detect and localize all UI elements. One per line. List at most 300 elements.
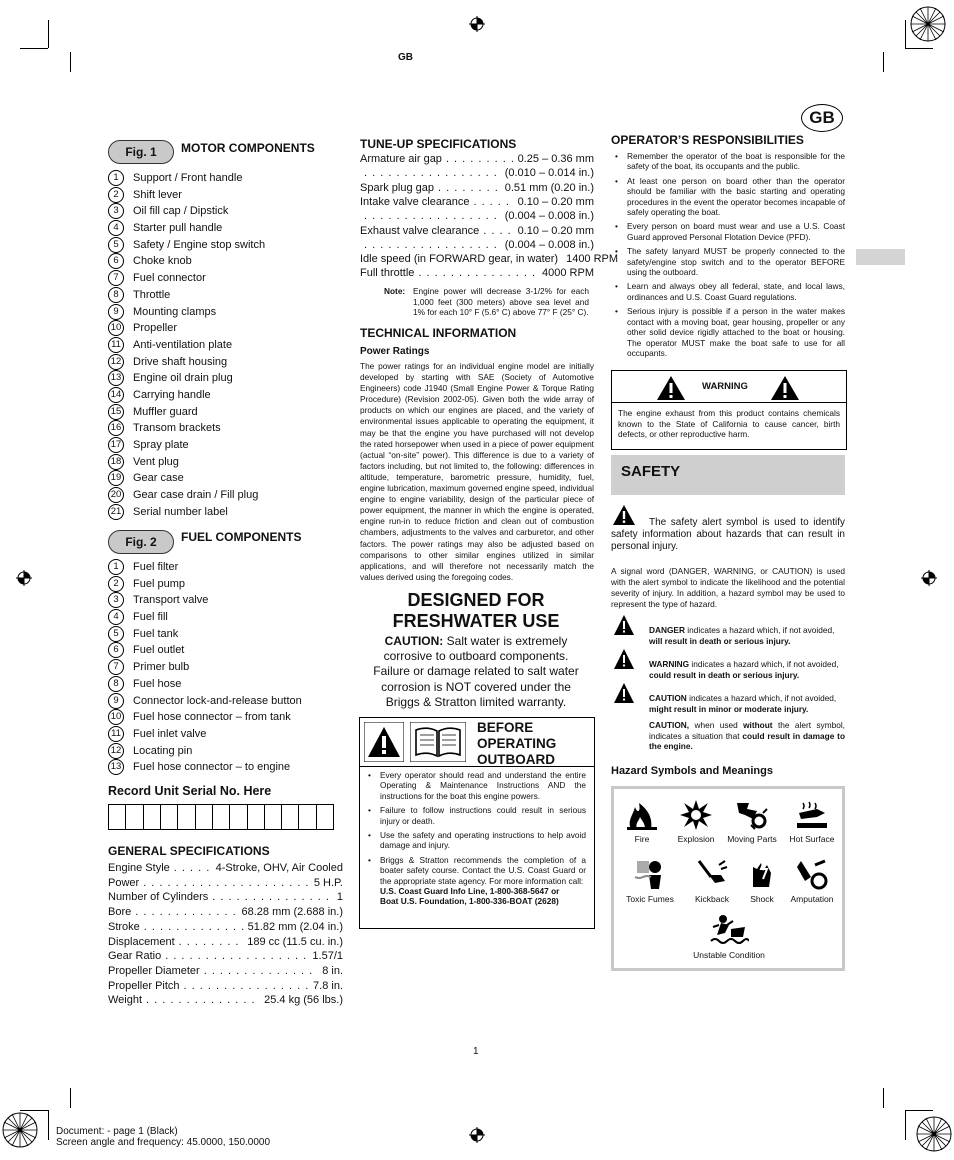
spec-row [108, 891, 343, 903]
spec-row [108, 980, 343, 992]
hazard-label: Fire [634, 834, 650, 844]
spec-row [360, 239, 594, 251]
spec-row [108, 950, 343, 962]
list-item [108, 187, 348, 204]
crop-mark [70, 1088, 71, 1108]
boater-course-text: Briggs & Stratton recommends the completion of a boater safety course. Contact the U.S. Coast Guard or the appropriate state agency. For more information call: [380, 854, 586, 886]
list-item [108, 592, 348, 609]
item-label: Fuel outlet [133, 644, 185, 657]
note-text: Engine power will decrease 3-1/2% for each 1,000 feet (300 meters) above sea level and 1% for each 10° F (5.6° C) above 77° F (25° C). [413, 286, 589, 317]
moving-parts-icon [735, 799, 769, 831]
explosion-icon [679, 799, 713, 831]
item-number-badge: 2 [108, 187, 124, 203]
item-number-badge: 8 [108, 676, 124, 692]
item-number-badge: 3 [108, 203, 124, 219]
list-item [108, 287, 348, 304]
item-label: Fuel fill [133, 611, 168, 624]
item-number-badge: 12 [108, 354, 124, 370]
item-label: Transport valve [133, 594, 209, 607]
color-wheel-icon [2, 1112, 38, 1148]
list-item [108, 626, 348, 643]
list-item [108, 337, 348, 354]
warning-def-text: indicates a hazard which, if not avoided, [689, 659, 839, 669]
spec-label: Displacement [108, 935, 175, 948]
spec-value: 1 [336, 891, 343, 904]
spec-label: Idle speed (in FORWARD gear, in water) [360, 253, 559, 266]
item-label: Shift lever [133, 188, 182, 201]
spec-row [360, 210, 594, 222]
spec-label: Gear Ratio [108, 950, 162, 963]
list-item [364, 855, 586, 907]
dot-leader [184, 980, 309, 992]
signal-word-text: A signal word (DANGER, WARNING, or CAUTION) is used with the alert symbol to indicate the likelihood and the potential severity of injury. In addition, a hazard symbol may be used to represent the type of hazard. [611, 566, 845, 610]
hot-surface-icon [795, 799, 829, 831]
dot-leader [204, 965, 319, 977]
spec-row [108, 994, 343, 1006]
alert-triangle-icon [770, 375, 800, 401]
before-operating-title [477, 720, 556, 768]
shock-icon [745, 857, 779, 891]
registration-target-icon [16, 570, 32, 586]
list-item [108, 676, 348, 693]
dot-leader [212, 891, 333, 903]
item-number-badge: 13 [108, 759, 124, 775]
crop-mark [905, 20, 906, 48]
alert-triangle-icon [613, 682, 635, 704]
before-title-line1: BEFORE [477, 720, 534, 735]
danger-word: DANGER [649, 625, 685, 635]
spec-value: 68.28 mm (2.688 in.) [241, 906, 343, 919]
dot-leader [174, 862, 212, 874]
item-number-badge: 16 [108, 420, 124, 436]
item-number-badge: 18 [108, 454, 124, 470]
item-number-badge: 12 [108, 743, 124, 759]
item-label: Transom brackets [133, 422, 221, 435]
list-item [108, 203, 348, 220]
dot-leader [144, 921, 244, 933]
list-item: • Every operator should read and understand the entire Operating & Maintenance Instructions AND the instructions for the boat this engine powers. [364, 770, 586, 801]
list-item [108, 437, 348, 454]
item-label: Fuel connector [133, 272, 206, 285]
spec-row [360, 196, 594, 208]
before-operating-bullets [364, 770, 586, 911]
fig2-badge: Fig. 2 [108, 530, 174, 554]
dot-leader [143, 877, 310, 889]
item-number-badge: 4 [108, 609, 124, 625]
spec-label: Bore [108, 906, 132, 919]
spec-value: 189 cc (11.5 cu. in.) [247, 935, 343, 948]
list-item [108, 370, 348, 387]
operator-responsibilities-list [611, 151, 845, 362]
serial-title: Record Unit Serial No. Here [108, 784, 272, 798]
item-label: Drive shaft housing [133, 355, 228, 368]
list-item [108, 320, 348, 337]
freshwater-title [360, 590, 592, 632]
fuel-components-list [108, 559, 348, 776]
list-item: • Failure to follow instructions could result in serious injury or death. [364, 805, 586, 826]
serial-number-boxes[interactable] [108, 804, 334, 830]
item-label: Locating pin [133, 744, 193, 757]
list-item [108, 726, 348, 743]
spec-value: 8 in. [322, 964, 343, 977]
operator-title: OPERATOR’S RESPONSIBILITIES [611, 133, 804, 147]
spec-label: Power [108, 876, 140, 889]
footer-line1: Document: - page 1 (Black) [56, 1126, 178, 1137]
list-item [108, 304, 348, 321]
spec-value: 1.57/1 [312, 950, 343, 963]
list-item [108, 220, 348, 237]
caution-line3: Failure or damage related to salt water [373, 664, 579, 679]
crop-mark [20, 48, 48, 49]
item-number-badge: 20 [108, 487, 124, 503]
crop-mark [48, 20, 49, 48]
list-item [108, 576, 348, 593]
caution-definition [649, 693, 845, 714]
amputation-icon [795, 857, 829, 891]
dot-leader [483, 225, 513, 237]
caution2-result: could result in damage to the engine. [649, 730, 846, 751]
crop-mark [905, 48, 933, 49]
list-item [108, 420, 348, 437]
item-number-badge: 6 [108, 642, 124, 658]
item-number-badge: 3 [108, 592, 124, 608]
spec-row [108, 965, 343, 977]
footer-line2: Screen angle and frequency: 45.0000, 150.0000 [56, 1137, 271, 1148]
spec-value: (0.004 – 0.008 in.) [504, 210, 594, 223]
alert-triangle-icon [613, 648, 635, 670]
list-item [108, 659, 348, 676]
fig1-badge: Fig. 1 [108, 140, 174, 164]
before-operating-header [360, 718, 594, 767]
hazard-label: Kickback [694, 894, 729, 904]
item-number-badge: 15 [108, 404, 124, 420]
spec-row [108, 936, 343, 948]
item-label: Fuel inlet valve [133, 727, 207, 740]
item-number-badge: 9 [108, 693, 124, 709]
item-number-badge: 8 [108, 287, 124, 303]
item-label: Throttle [133, 288, 171, 301]
caution-line4: corrosion is NOT covered under the [381, 679, 571, 694]
dot-leader [165, 950, 308, 962]
crop-mark [905, 1110, 906, 1140]
kickback-icon [695, 857, 729, 891]
spec-label: Intake valve clearance [360, 195, 470, 208]
list-item [108, 504, 348, 521]
spec-value: 0.10 – 0.20 mm [517, 224, 594, 237]
safety-title: SAFETY [621, 463, 681, 480]
motor-components-title: MOTOR COMPONENTS [181, 141, 315, 155]
crop-mark [70, 52, 71, 72]
alert-triangle-icon [613, 614, 635, 636]
hazard-label: Toxic Fumes [626, 894, 674, 904]
coast-guard-phone: U.S. Coast Guard Info Line, 1-800-368-5647 or [380, 886, 560, 897]
spec-value: 0.51 mm (0.20 in.) [504, 181, 594, 194]
spec-row [108, 877, 343, 889]
hazard-hot-surface [782, 799, 842, 844]
item-number-badge: 4 [108, 220, 124, 236]
item-label: Connector lock-and-release button [133, 694, 302, 707]
warning-word: WARNING [649, 659, 690, 669]
caution-line2: corrosive to outboard components. [383, 649, 569, 664]
hazard-shock [740, 857, 784, 904]
list-item [108, 237, 348, 254]
hazard-fire [618, 799, 666, 844]
item-label: Carrying handle [133, 388, 211, 401]
item-label: Fuel hose connector – from tank [133, 711, 291, 724]
registration-target-icon [469, 16, 485, 32]
list-item: • Learn and always obey all federal, state, and local laws, ordinances and U.S. Coast Guard regulations. [611, 281, 845, 302]
item-label: Safety / Engine stop switch [133, 238, 266, 251]
dot-leader [446, 153, 514, 165]
caution-word: CAUTION [649, 693, 687, 703]
list-item [108, 270, 348, 287]
item-number-badge: 7 [108, 659, 124, 675]
item-label: Muffler guard [133, 405, 198, 418]
before-title-line3: OUTBOARD [477, 752, 555, 767]
general-specs-title: GENERAL SPECIFICATIONS [108, 844, 270, 858]
hazard-label: Shock [750, 894, 774, 904]
spec-label: Exhaust valve clearance [360, 224, 480, 237]
spec-value: 0.10 – 0.20 mm [517, 195, 594, 208]
unstable-condition-icon [709, 913, 749, 947]
list-item: • Remember the operator of the boat is responsible for the safety of the boat, its occupants and the public. [611, 151, 845, 172]
registration-target-icon [921, 570, 937, 586]
list-item [108, 559, 348, 576]
caution-label: CAUTION: [384, 634, 444, 648]
spec-row [108, 921, 343, 933]
list-item [108, 743, 348, 760]
hazard-label: Explosion [677, 834, 715, 844]
alert-triangle-icon [364, 722, 404, 762]
warning-box [611, 370, 847, 450]
spec-row [360, 153, 594, 165]
item-number-badge: 14 [108, 387, 124, 403]
tuneup-title: TUNE-UP SPECIFICATIONS [360, 137, 517, 151]
list-item [108, 487, 348, 504]
before-title-line2: OPERATING [477, 736, 557, 751]
dot-leader [146, 994, 260, 1006]
dot-leader [135, 906, 237, 918]
list-item [108, 170, 348, 187]
item-label: Primer bulb [133, 661, 190, 674]
spec-value: (0.010 – 0.014 in.) [504, 167, 594, 180]
hazard-symbols-box [611, 786, 845, 971]
crop-mark [48, 1110, 49, 1140]
item-number-badge: 21 [108, 504, 124, 520]
freshwater-title-line2: FRESHWATER USE [392, 611, 560, 631]
spec-label: Weight [108, 994, 143, 1007]
danger-text: indicates a hazard which, if not avoided, [684, 625, 835, 635]
freshwater-title-line1: DESIGNED FOR [407, 590, 545, 610]
safety-intro: The safety alert symbol is used to identify safety information about hazards that can result in personal injury. [611, 517, 845, 553]
item-label: Choke knob [133, 255, 192, 268]
item-label: Gear case drain / Fill plug [133, 489, 259, 502]
crop-mark [905, 1110, 933, 1111]
list-item: • The safety lanyard MUST be properly connected to the safety/engine stop switch and to the operator BEFORE using the outboard. [611, 246, 845, 277]
item-label: Mounting clamps [133, 305, 217, 318]
section-tab [856, 249, 905, 265]
list-item: • At least one person on board other than the operator should be familiar with the basic starting and operating procedures in the event the operator becomes incapable of safely operating the boat. [611, 176, 845, 218]
spec-row [360, 225, 594, 237]
list-item [108, 404, 348, 421]
item-number-badge: 2 [108, 576, 124, 592]
warning-result: could result in death or serious injury. [649, 669, 800, 680]
spec-row [108, 862, 343, 874]
item-number-badge: 17 [108, 437, 124, 453]
list-item: • Serious injury is possible if a person in the water makes contact with a moving boat, gear housing, propeller or any other solid device rigidly attached to the boat or housing. The operator MUST make the boat safe to use for all occupants. [611, 306, 845, 358]
spec-label: Armature air gap [360, 153, 442, 165]
warning-label: WARNING [702, 381, 748, 392]
spec-value: (0.004 – 0.008 in.) [504, 238, 594, 251]
list-item [108, 454, 348, 471]
spec-value: 25.4 kg (56 lbs.) [264, 994, 343, 1007]
item-number-badge: 9 [108, 304, 124, 320]
danger-result: will result in death or serious injury. [649, 635, 791, 646]
spec-value: 51.82 mm (2.04 in.) [247, 920, 343, 933]
spec-value: 4000 RPM [542, 267, 594, 280]
item-label: Fuel hose [133, 677, 182, 690]
freshwater-caution [360, 634, 592, 710]
item-number-badge: 7 [108, 270, 124, 286]
print-footer [56, 1126, 270, 1148]
hazard-amputation [784, 857, 840, 904]
item-number-badge: 10 [108, 320, 124, 336]
caution-line1: Salt water is extremely [443, 634, 568, 648]
list-item [108, 470, 348, 487]
caution2-text1: when used [689, 720, 744, 730]
item-number-badge: 11 [108, 726, 124, 742]
list-item: • Every person on board must wear and use a U.S. Coast Guard approved Personal Flotation Device (PFD). [611, 221, 845, 242]
item-label: Fuel tank [133, 627, 179, 640]
item-number-badge: 1 [108, 170, 124, 186]
hazard-label: Hot Surface [789, 834, 835, 844]
dot-leader [473, 196, 513, 208]
item-number-badge: 5 [108, 237, 124, 253]
spec-label: Number of Cylinders [108, 891, 209, 904]
list-item [108, 759, 348, 776]
item-label: Oil fill cap / Dipstick [133, 205, 229, 218]
hazard-kickback [684, 857, 740, 904]
color-wheel-icon [916, 1116, 952, 1152]
item-label: Fuel pump [133, 577, 185, 590]
dot-leader [438, 182, 501, 194]
spec-row [360, 167, 594, 179]
caution-result: might result in minor or moderate injury. [649, 703, 809, 714]
toxic-fumes-icon [633, 857, 667, 891]
warning-definition [649, 659, 845, 680]
caution-def-text: indicates a hazard which, if not avoided, [686, 693, 837, 703]
power-ratings-subtitle: Power Ratings [360, 346, 430, 357]
registration-target-icon [469, 1127, 485, 1143]
safety-header-bar [611, 455, 845, 495]
caution2-without: without [743, 720, 773, 730]
spec-value: 5 H.P. [313, 876, 343, 889]
alert-triangle-icon [656, 375, 686, 401]
item-number-badge: 10 [108, 709, 124, 725]
spec-label: Stroke [108, 920, 140, 933]
list-item [108, 709, 348, 726]
item-label: Engine oil drain plug [133, 372, 233, 385]
language-badge: GB [801, 104, 843, 132]
hazard-label: Amputation [790, 894, 834, 904]
fire-icon [625, 799, 659, 831]
dot-leader [364, 239, 501, 251]
hazard-toxic-fumes [618, 857, 682, 904]
item-number-badge: 1 [108, 559, 124, 575]
item-label: Spray plate [133, 439, 189, 451]
spec-row [360, 267, 594, 279]
item-label: Support / Front handle [133, 172, 243, 184]
manual-book-icon [410, 722, 466, 762]
spec-value: 1400 RPM [566, 253, 619, 266]
hazard-unstable-condition [674, 913, 784, 960]
dot-leader [418, 267, 538, 279]
item-label: Fuel hose connector – to engine [133, 761, 291, 774]
item-label: Serial number label [133, 505, 228, 518]
list-item [108, 609, 348, 626]
spec-label: Spark plug gap [360, 181, 434, 194]
caution-line5: Briggs & Stratton limited warranty. [385, 694, 567, 709]
spec-value: 7.8 in. [313, 979, 343, 992]
item-label: Propeller [133, 322, 178, 335]
language-label: GB [398, 52, 413, 63]
crop-mark [883, 1088, 884, 1108]
hazard-moving-parts [722, 799, 782, 844]
item-number-badge: 19 [108, 470, 124, 486]
item-number-badge: 6 [108, 253, 124, 269]
dot-leader [364, 210, 501, 222]
list-item [108, 354, 348, 371]
spec-value: 0.25 – 0.36 mm [517, 153, 594, 165]
list-item [108, 642, 348, 659]
crop-mark [20, 1110, 48, 1111]
fuel-components-title: FUEL COMPONENTS [181, 530, 302, 544]
list-item [108, 693, 348, 710]
item-label: Vent plug [133, 455, 179, 468]
item-label: Fuel filter [133, 561, 179, 573]
caution2-word: CAUTION, [649, 720, 690, 730]
warning-text: The engine exhaust from this product contains chemicals known to the State of California to cause cancer, birth defects, or other reproductive harm. [618, 408, 840, 439]
danger-definition [649, 625, 845, 646]
spec-label: Full throttle [360, 267, 415, 280]
item-number-badge: 13 [108, 370, 124, 386]
spec-row [108, 906, 343, 918]
page-number: 1 [473, 1046, 479, 1057]
spec-row [360, 182, 594, 194]
spec-label: Propeller Diameter [108, 964, 200, 977]
hazard-symbols-title: Hazard Symbols and Meanings [611, 765, 773, 777]
boat-us-phone: Boat U.S. Foundation, 1-800-336-BOAT (2628) [380, 896, 559, 907]
item-label: Starter pull handle [133, 222, 223, 235]
dot-leader [179, 936, 244, 948]
motor-components-list [108, 170, 348, 520]
list-item [108, 253, 348, 270]
dot-leader [364, 167, 501, 179]
list-item [108, 387, 348, 404]
power-ratings-text: The power ratings for an individual engine model are initially developed by starting with SAE (Society of Automotive Engineers) code J1940 (Small Engine Power & Torque Rating Procedure) (Revision 2002-05). Given both the wide array of products on which our engines are placed, and the variety of environmental issues applicable to operating the equipment, it may be that the engine you have purchased will not develop the rated horsepower when used in a piece of power equipment (actual “on-site” power). This difference is due to a variety of factors including, but not limited to, the following: differences in altitude, temperature, barometric pressure, humidity, fuel, engine lubrication, maximum governed engine speed, individual engine to engine variability, design of the particular piece of power equipment, the manner in which the engine is operated, engine run-in to reduce friction and clean out of combustion chambers, adjustments to the valves and carburetor, and other factors. The power ratings may also be adjusted based on comparisons to other similar engines utilized in similar applications, and will therefore not necessarily match the values derived using the foregoing codes. [360, 361, 594, 582]
color-wheel-icon [910, 6, 946, 42]
item-number-badge: 11 [108, 337, 124, 353]
caution2-text2: the alert symbol, indicates a situation that [649, 720, 845, 741]
crop-mark [883, 52, 884, 72]
hazard-label: Moving Parts [727, 834, 777, 844]
item-number-badge: 5 [108, 626, 124, 642]
item-label: Gear case [133, 472, 184, 485]
technical-info-title: TECHNICAL INFORMATION [360, 326, 517, 340]
before-operating-box [359, 717, 595, 929]
spec-row [360, 253, 619, 266]
item-label: Anti-ventilation plate [133, 338, 233, 351]
